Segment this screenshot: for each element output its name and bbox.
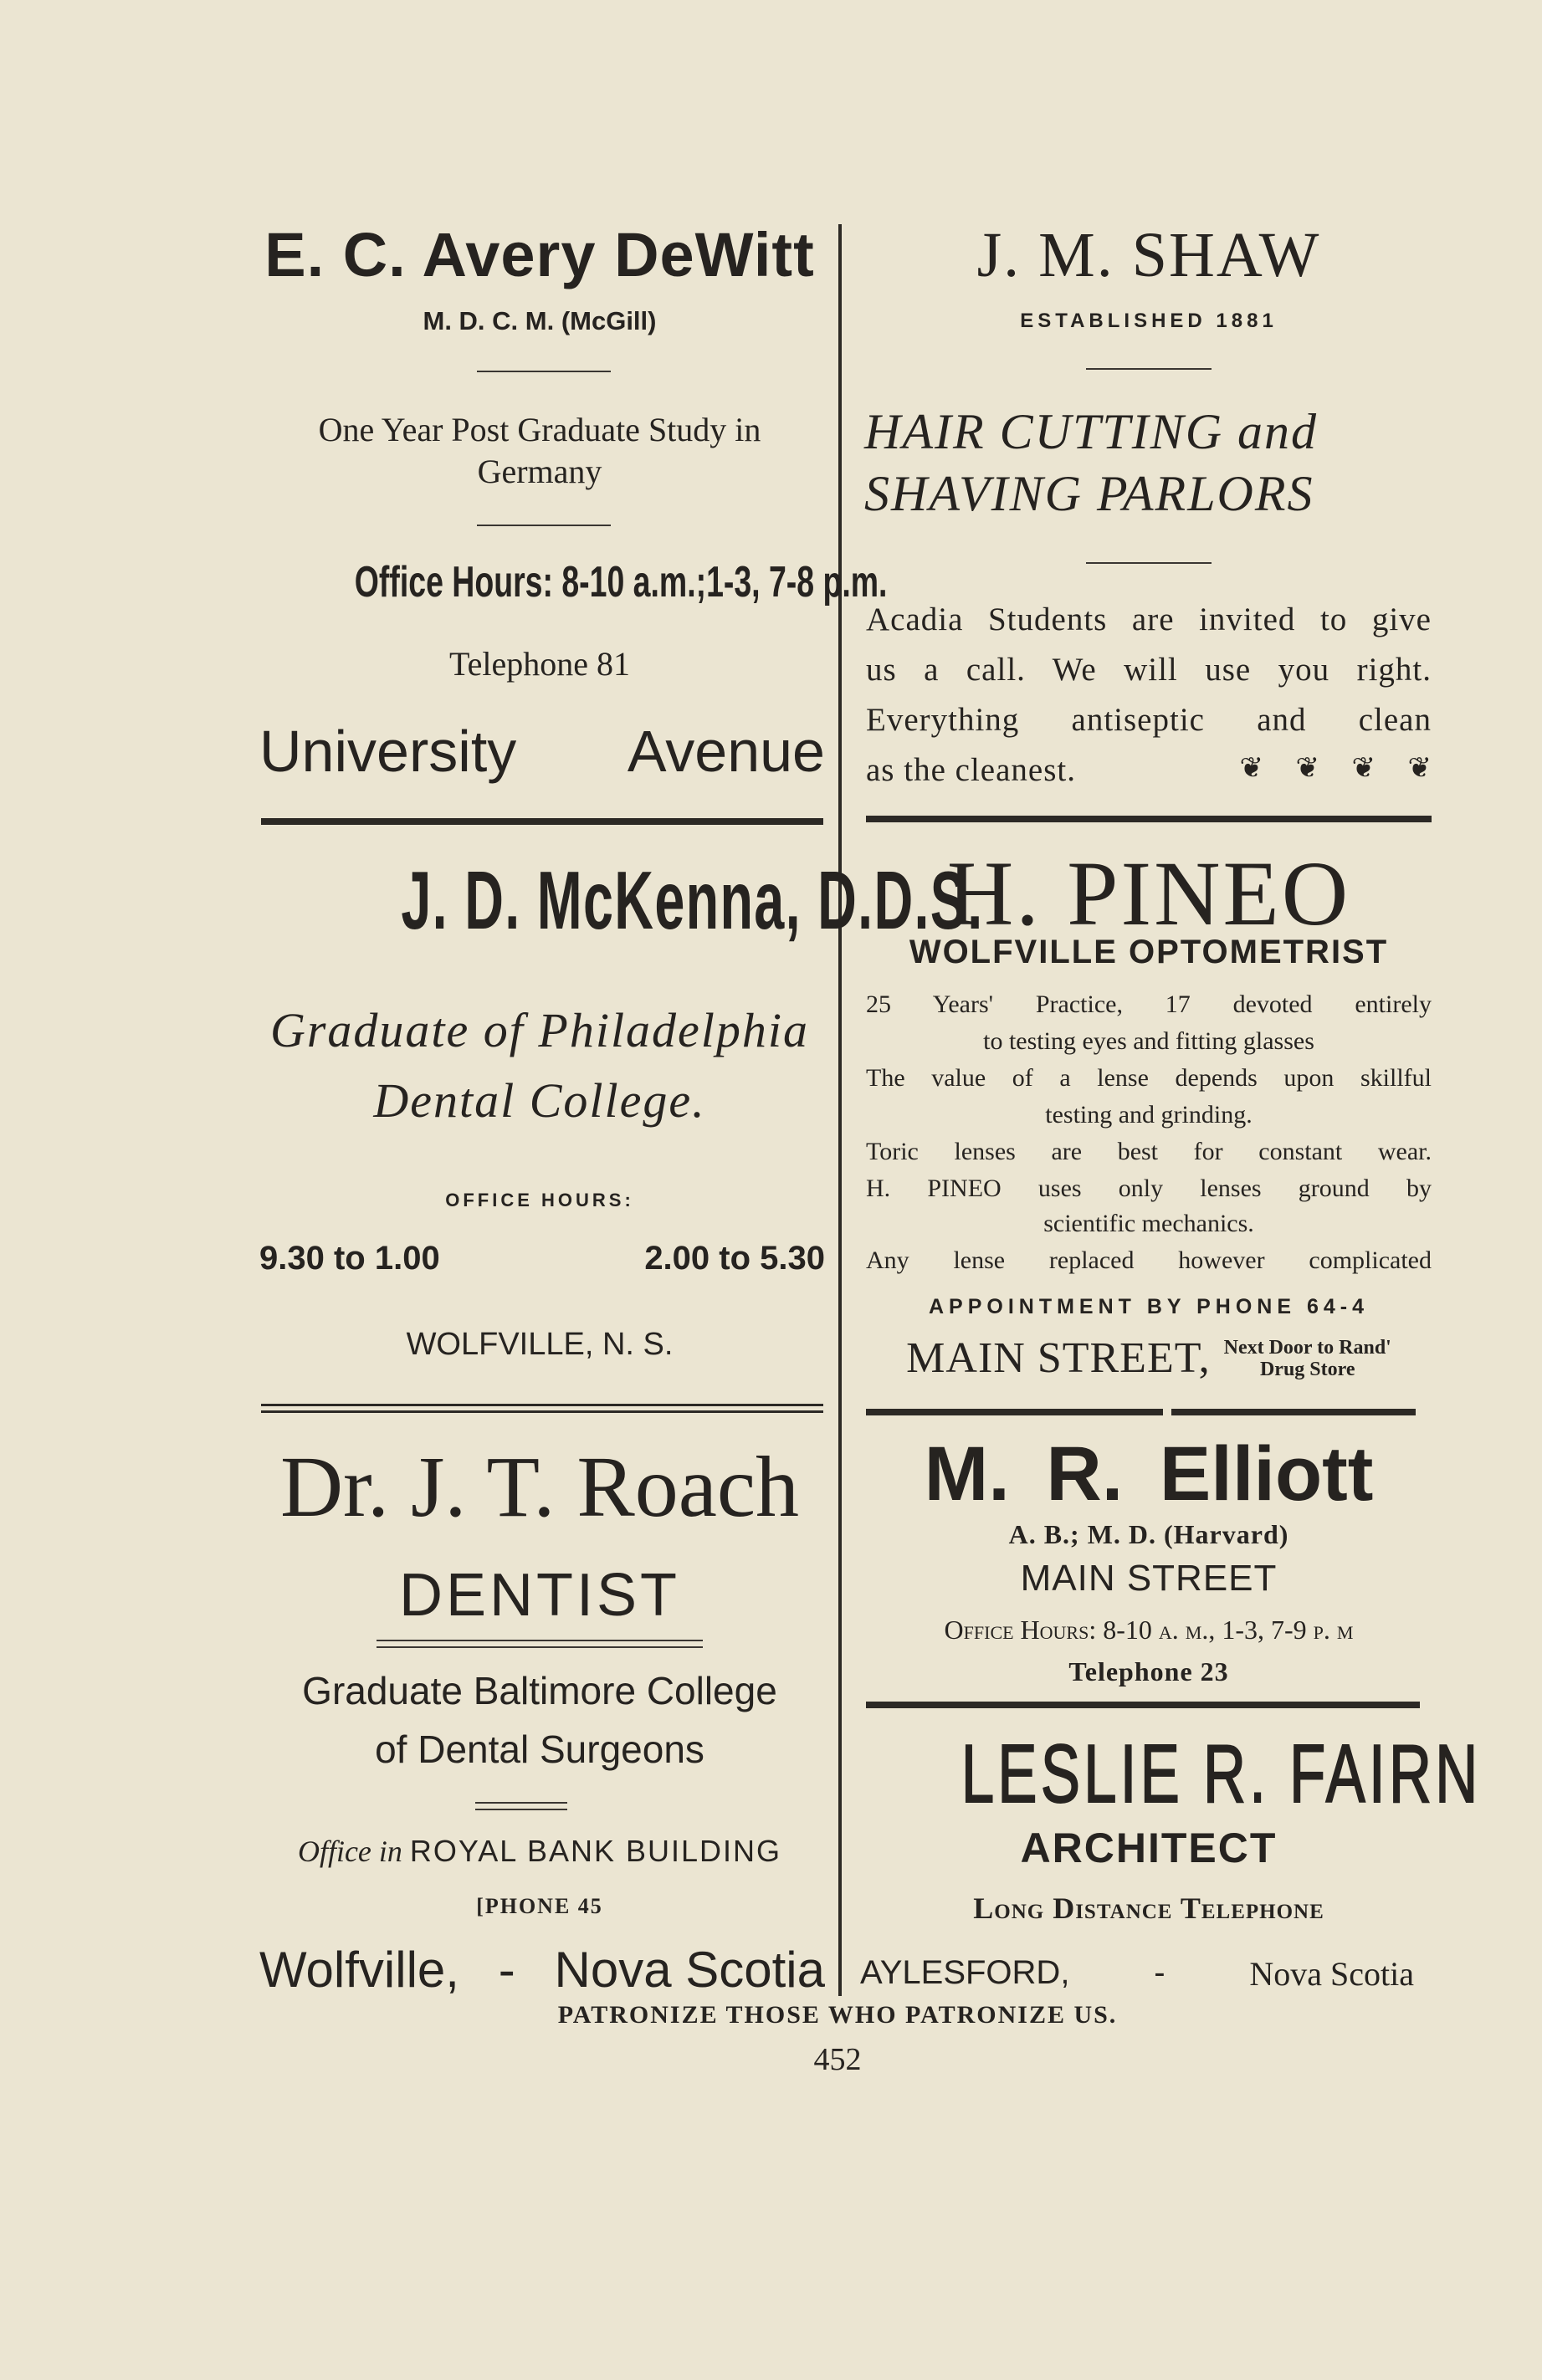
shaw-text-line2: us a call. We will use you right. bbox=[866, 652, 1432, 688]
dewitt-name: E. C. Avery DeWitt bbox=[264, 220, 815, 289]
fairn-town: AYLESFORD, bbox=[860, 1954, 1070, 1991]
roach-title-rule-b bbox=[377, 1646, 703, 1648]
roach-rule-b bbox=[475, 1809, 567, 1810]
dewitt-study-line1: One Year Post Graduate Study in bbox=[318, 411, 761, 448]
fairn-dash: - bbox=[1154, 1954, 1165, 1991]
rule-left-1 bbox=[261, 818, 823, 825]
shaw-established: ESTABLISHED 1881 bbox=[1020, 310, 1278, 332]
pineo-next-door bbox=[1224, 1337, 1391, 1380]
pineo-line1: 25 Years' Practice, 17 devoted entirely bbox=[866, 990, 1432, 1018]
fairn-name: LESLIE R. FAIRN bbox=[961, 1727, 1482, 1820]
mckenna-hours-am: 9.30 to 1.00 bbox=[259, 1240, 440, 1277]
mckenna-name-wrap bbox=[251, 853, 984, 948]
column-divider bbox=[838, 224, 842, 1996]
fairn-title: ARCHITECT bbox=[1020, 1825, 1278, 1871]
shaw-last-line bbox=[866, 751, 1432, 789]
pineo-appointment: APPOINTMENT BY PHONE 64-4 bbox=[928, 1295, 1369, 1318]
dewitt-telephone: Telephone 81 bbox=[448, 645, 630, 683]
dewitt-address-word1: University bbox=[259, 719, 517, 784]
roach-title-rule-a bbox=[377, 1640, 703, 1641]
mckenna-hours-label: OFFICE HOURS: bbox=[445, 1190, 634, 1210]
roach-town: Wolfville, bbox=[259, 1942, 459, 1998]
elliott-hours: Office Hours: 8-10 a. m., 1-3, 7-9 p. m bbox=[944, 1615, 1354, 1645]
roach-office-prefix: Office in bbox=[297, 1835, 402, 1868]
fairn-name-wrap bbox=[860, 1727, 1482, 1821]
mckenna-location: WOLFVILLE, N. S. bbox=[406, 1327, 674, 1362]
roach-office-building: ROYAL BANK BUILDING bbox=[409, 1834, 782, 1868]
dewitt-hours-wrap bbox=[251, 557, 888, 607]
shaw-ornaments: ❦ ❦ ❦ ❦ bbox=[1239, 753, 1432, 784]
mckenna-grad-line2: Dental College. bbox=[373, 1073, 706, 1128]
roach-province: Nova Scotia bbox=[554, 1942, 825, 1998]
roach-name: Dr. J. T. Roach bbox=[279, 1439, 800, 1535]
shaw-rule-1 bbox=[1086, 368, 1212, 370]
elliott-telephone: Telephone 23 bbox=[1068, 1656, 1229, 1686]
shaw-name: J. M. SHAW bbox=[976, 220, 1321, 290]
mckenna-name: J. D. McKenna, D.D.S. bbox=[401, 854, 984, 946]
mckenna-hours-pm: 2.00 to 5.30 bbox=[644, 1240, 825, 1277]
mckenna-grad-line1: Graduate of Philadelphia bbox=[269, 1003, 810, 1057]
dewitt-degree: M. D. C. M. (McGill) bbox=[423, 306, 657, 335]
pineo-line7: scientific mechanics. bbox=[1043, 1210, 1254, 1237]
fairn-phone: Long Distance Telephone bbox=[973, 1891, 1324, 1925]
pineo-line6: H. PINEO uses only lenses ground by bbox=[866, 1175, 1432, 1202]
pineo-street: MAIN STREET, bbox=[906, 1334, 1211, 1382]
fairn-province: Nova Scotia bbox=[1249, 1955, 1414, 1993]
shaw-business-line2: SHAVING PARLORS bbox=[864, 466, 1314, 521]
footer-slogan: PATRONIZE THOSE WHO PATRONIZE US. bbox=[557, 2001, 1118, 2029]
pineo-line8: Any lense replaced however complicated bbox=[866, 1246, 1432, 1274]
pineo-street-row bbox=[866, 1333, 1432, 1383]
shaw-business-line1: HAIR CUTTING and bbox=[864, 404, 1319, 459]
shaw-text-line3: Everything antiseptic and clean bbox=[866, 702, 1432, 738]
pineo-next-door-line2: Drug Store bbox=[1259, 1358, 1355, 1380]
roach-grad-line2: of Dental Surgeons bbox=[375, 1727, 704, 1771]
pineo-title: WOLFVILLE OPTOMETRIST bbox=[909, 934, 1389, 970]
roach-title: DENTIST bbox=[398, 1562, 680, 1629]
mckenna-hours bbox=[259, 1240, 825, 1277]
elliott-street: MAIN STREET bbox=[1020, 1558, 1278, 1599]
shaw-text-line1: Acadia Students are invited to give bbox=[866, 601, 1432, 637]
shaw-rule-2 bbox=[1086, 562, 1212, 564]
elliott-degrees: A. B.; M. D. (Harvard) bbox=[1008, 1519, 1289, 1549]
roach-dash: - bbox=[498, 1942, 515, 1998]
dewitt-study-line2: Germany bbox=[477, 453, 602, 490]
rule-left-2a bbox=[261, 1404, 823, 1406]
pineo-line2: to testing eyes and fitting glasses bbox=[983, 1027, 1314, 1055]
roach-rule-a bbox=[475, 1802, 567, 1804]
pineo-line5: Toric lenses are best for constant wear. bbox=[866, 1138, 1432, 1165]
rule-right-3b bbox=[1033, 1702, 1420, 1708]
fairn-address bbox=[860, 1954, 1414, 1994]
rule-right-2a bbox=[866, 1409, 1163, 1415]
dewitt-address-word2: Avenue bbox=[627, 719, 825, 784]
page-number: 452 bbox=[813, 2042, 862, 2077]
rule-left-2b bbox=[261, 1410, 823, 1413]
dewitt-rule-1 bbox=[477, 371, 611, 372]
rule-right-3a bbox=[866, 1702, 1033, 1708]
pineo-line4: testing and grinding. bbox=[1045, 1101, 1253, 1129]
roach-office bbox=[251, 1834, 828, 1869]
roach-phone: [PHONE 45 bbox=[476, 1894, 603, 1918]
rule-right-2b bbox=[1171, 1409, 1416, 1415]
dewitt-office-hours: Office Hours: 8-10 a.m.;1-3, 7-8 p.m. bbox=[354, 558, 888, 607]
pineo-line3: The value of a lense depends upon skillful bbox=[866, 1064, 1432, 1092]
roach-address bbox=[259, 1941, 825, 1999]
roach-grad-line1: Graduate Baltimore College bbox=[302, 1669, 777, 1712]
dewitt-rule-2 bbox=[477, 525, 611, 526]
shaw-text-line4: as the cleanest. bbox=[866, 752, 1076, 788]
pineo-next-door-line1: Next Door to Rand' bbox=[1223, 1336, 1391, 1359]
dewitt-address bbox=[259, 718, 825, 785]
pineo-name: H. PINEO bbox=[946, 842, 1351, 944]
elliott-name: M. R. Elliott bbox=[924, 1431, 1374, 1517]
rule-right-1 bbox=[866, 816, 1432, 822]
